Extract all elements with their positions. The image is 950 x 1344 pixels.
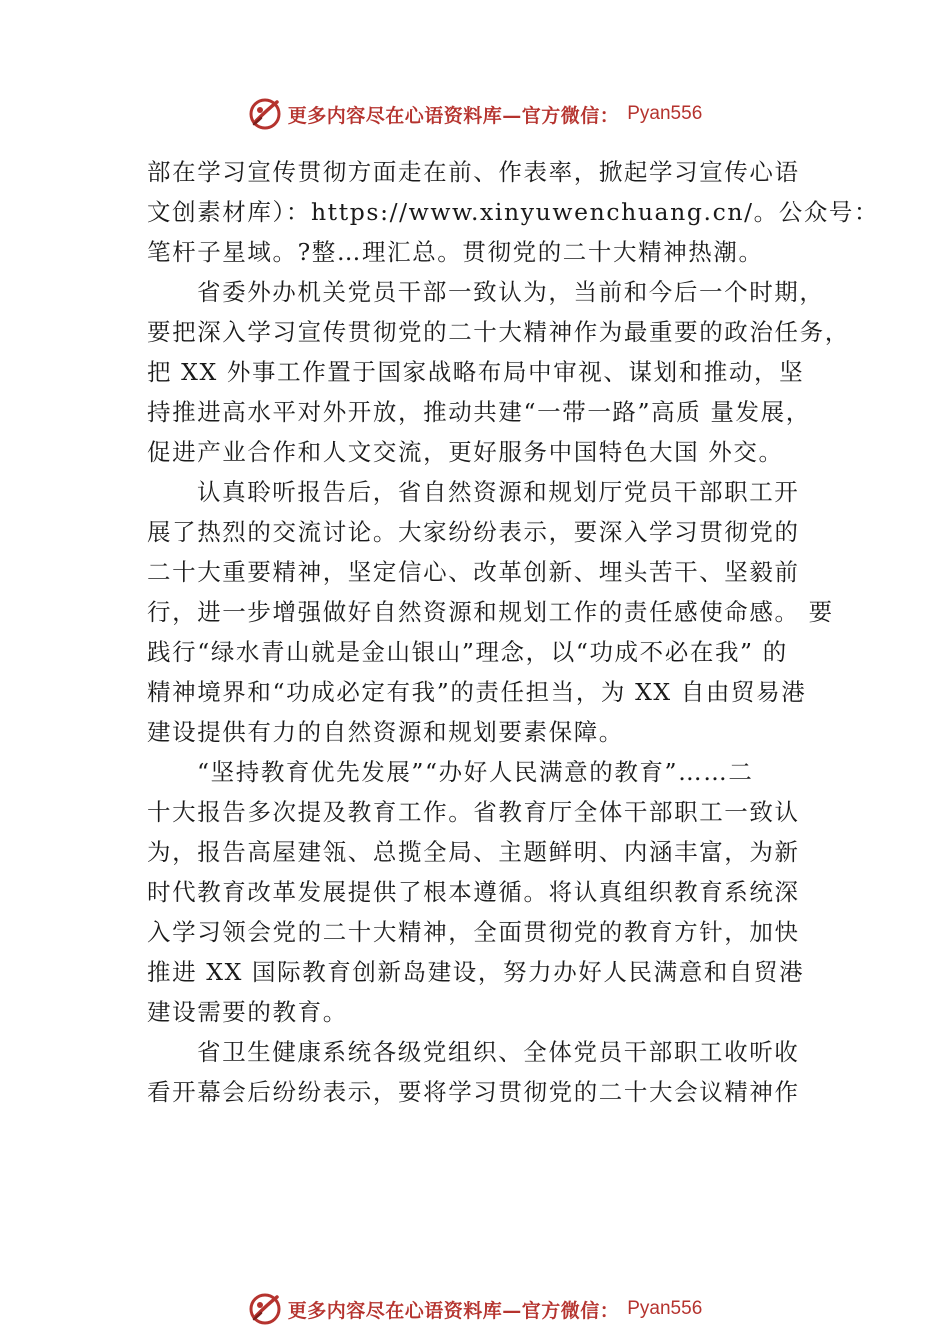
footer-banner-text: 更多内容尽在心语资料库—官方微信： [287, 1299, 620, 1322]
body-line: 行，进一步增强做好自然资源和规划工作的责任感使命感。 要 [147, 598, 834, 626]
body-line: 把 XX 外事工作置于国家战略布局中审视、谋划和推动，坚 [147, 358, 805, 386]
body-line: 践行“绿水青山就是金山银山”理念，以“功成不必在我” 的 [147, 638, 788, 666]
body-line: 入学习领会党的二十大精神，全面贯彻党的教育方针，加快 [147, 918, 800, 946]
brush-logo-icon [248, 97, 282, 131]
body-line: 为，报告高屋建瓴、总揽全局、主题鲜明、内涵丰富，为新 [147, 838, 800, 866]
paragraph-start-line: 认真聆听报告后，省自然资源和规划厅党员干部职工开 [197, 478, 800, 506]
footer-banner [0, 1287, 950, 1331]
brush-logo-icon [248, 1292, 282, 1326]
paragraph-start-line: “坚持教育优先发展”“办好人民满意的教育”……二 [197, 758, 754, 786]
header-banner-inner [248, 97, 703, 131]
paragraph-start-line: 省卫生健康系统各级党组织、全体党员干部职工收听收 [197, 1038, 800, 1066]
header-banner [0, 92, 950, 136]
header-banner-text: 更多内容尽在心语资料库—官方微信： [287, 104, 620, 127]
body-line: 促进产业合作和人文交流，更好服务中国特色大国 外交。 [147, 438, 784, 466]
body-line: 持推进高水平对外开放，推动共建“一带一路”高质 量发展， [147, 398, 811, 426]
footer-banner-inner [248, 1292, 703, 1326]
paragraph-start-line: 省委外办机关党员干部一致认为，当前和今后一个时期， [197, 278, 825, 306]
body-line: 部在学习宣传贯彻方面走在前、作表率，掀起学习宣传心语 [147, 158, 800, 186]
body-line: 要把深入学习宣传贯彻党的二十大精神作为最重要的政治任务， [147, 318, 850, 346]
body-line: 文创素材库）：https://www.xinyuwenchuang.cn/。公众号： [147, 198, 880, 226]
document-body [147, 152, 880, 1112]
body-line: 展了热烈的交流讨论。大家纷纷表示，要深入学习贯彻党的 [147, 518, 800, 546]
header-wechat-id: Pyan556 [627, 103, 703, 124]
body-line: 二十大重要精神，坚定信心、改革创新、埋头苦干、坚毅前 [147, 558, 800, 586]
body-line: 建设提供有力的自然资源和规划要素保障。 [147, 718, 624, 746]
body-line: 推进 XX 国际教育创新岛建设，努力办好人民满意和自贸港 [147, 958, 805, 986]
body-line: 看开幕会后纷纷表示，要将学习贯彻党的二十大会议精神作 [147, 1078, 800, 1106]
body-line: 笔杆子星域。?整…理汇总。贯彻党的二十大精神热潮。 [147, 238, 764, 266]
body-line: 时代教育改革发展提供了根本遵循。将认真组织教育系统深 [147, 878, 800, 906]
body-line: 建设需要的教育。 [147, 998, 348, 1026]
body-line: 精神境界和“功成必定有我”的责任担当，为 XX 自由贸易港 [147, 678, 807, 706]
footer-wechat-id: Pyan556 [627, 1298, 703, 1319]
body-line: 十大报告多次提及教育工作。省教育厅全体干部职工一致认 [147, 798, 800, 826]
